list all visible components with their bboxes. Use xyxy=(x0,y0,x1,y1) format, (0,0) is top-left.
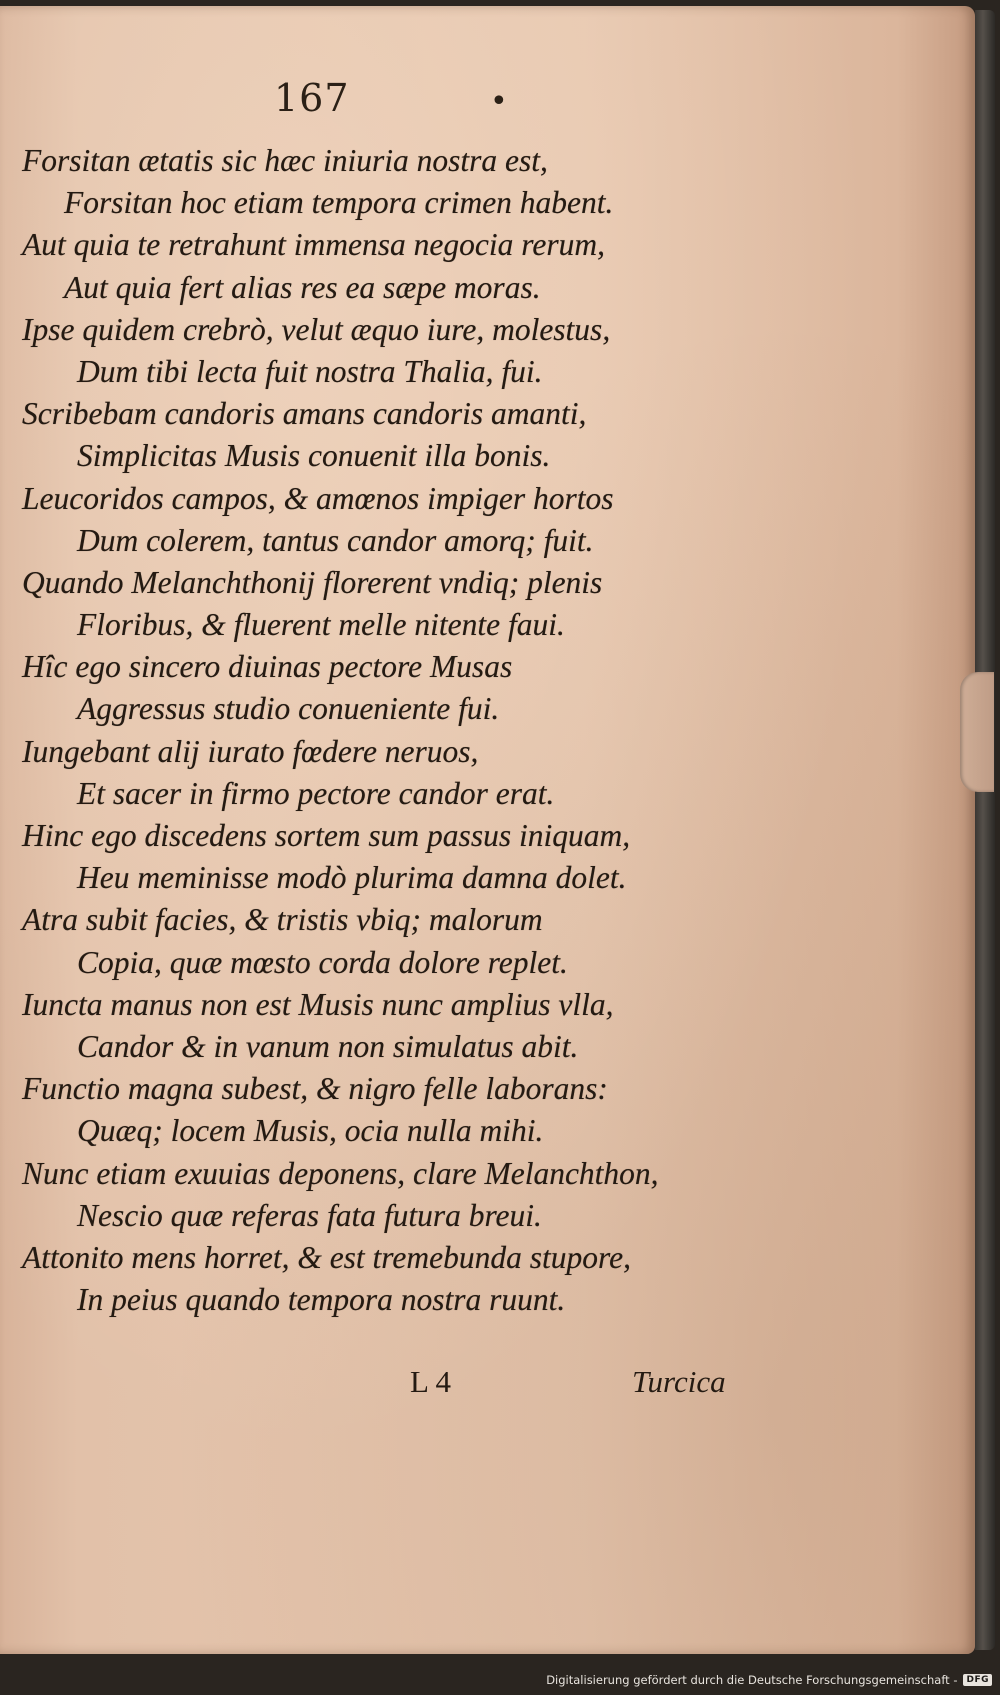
folio-mark: • xyxy=(490,84,508,119)
credit-text: Digitalisierung gefördert durch die Deutsche Forschungsgemeinschaft - xyxy=(546,1673,958,1687)
verse-line: Aggressus studio conueniente fui. xyxy=(77,691,500,727)
book-page xyxy=(0,6,975,1654)
verse-line: Et sacer in firmo pectore candor erat. xyxy=(77,775,555,811)
verse-line: Scribebam candoris amans candoris amanti, xyxy=(22,396,587,432)
verse-line: Nescio quæ referas fata futura breui. xyxy=(77,1197,542,1233)
verse-line: Quæq; locem Musis, ocia nulla mihi. xyxy=(77,1113,544,1149)
verse-line: Leucoridos campos, & amœnos impiger hortos xyxy=(22,480,614,516)
dfg-logo-icon: DFG xyxy=(963,1674,992,1686)
verse-line: Floribus, & fluerent melle nitente faui. xyxy=(77,607,565,643)
catchword: Turcica xyxy=(632,1364,726,1399)
digitization-credit xyxy=(546,1671,992,1689)
page-clip xyxy=(960,672,994,792)
book-edge xyxy=(975,10,995,1650)
verse-line: Dum colerem, tantus candor amorq; fuit. xyxy=(77,522,594,558)
verse-line: Atra subit facies, & tristis vbiq; malorum xyxy=(22,902,543,938)
verse-line: Functio magna subest, & nigro felle laborans: xyxy=(22,1071,608,1107)
page-number: 167 xyxy=(274,76,350,120)
verse-line: Attonito mens horret, & est tremebunda stupore, xyxy=(22,1239,631,1275)
verse-line: Ipse quidem crebrò, velut æquo iure, molestus, xyxy=(22,311,611,347)
verse-line: Simplicitas Musis conuenit illa bonis. xyxy=(77,438,551,474)
verse-line: Iungebant alij iurato fœdere neruos, xyxy=(22,733,479,769)
verse-line: Dum tibi lecta fuit nostra Thalia, fui. xyxy=(77,353,543,389)
verse-line: Aut quia te retrahunt immensa negocia rerum, xyxy=(22,227,605,263)
verse-line: Candor & in vanum non simulatus abit. xyxy=(77,1028,579,1064)
verse-line: Nunc etiam exuuias deponens, clare Melanchthon, xyxy=(22,1155,659,1191)
verse-line: Aut quia fert alias res ea sæpe moras. xyxy=(64,269,541,305)
verse-line: Forsitan ætatis sic hæc iniuria nostra est, xyxy=(22,143,548,178)
poem-text xyxy=(22,140,742,1321)
signature-mark: L 4 xyxy=(410,1364,452,1399)
verse-line: Iuncta manus non est Musis nunc amplius vlla, xyxy=(22,986,614,1022)
verse-line: Hinc ego discedens sortem sum passus iniquam, xyxy=(22,818,631,853)
verse-line: Copia, quæ mœsto corda dolore replet. xyxy=(77,944,568,980)
verse-line: Forsitan hoc etiam tempora crimen habent. xyxy=(64,185,614,221)
verse-line: Hîc ego sincero diuinas pectore Musas xyxy=(22,649,513,685)
verse-line: In peius quando tempora nostra ruunt. xyxy=(77,1282,566,1318)
verse-line: Heu meminisse modò plurima damna dolet. xyxy=(77,860,627,896)
verse-line: Quando Melanchthonij florerent vndiq; plenis xyxy=(22,564,603,600)
